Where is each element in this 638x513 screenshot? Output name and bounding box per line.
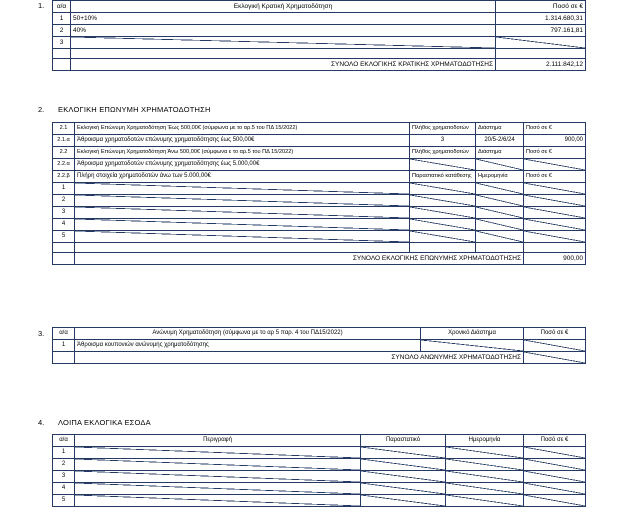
header-aa: α/α (53, 435, 75, 447)
table-row (53, 471, 586, 483)
row-number: 5 (53, 231, 75, 243)
row-date (446, 459, 524, 471)
row-col4: Διάστημα (476, 147, 524, 159)
row-col3: Παραστατικό κατάθεσης (410, 171, 476, 183)
row-description (75, 447, 361, 459)
table-spacer-row (53, 243, 586, 253)
spacer-cell (75, 243, 410, 253)
row-description (75, 495, 361, 507)
row-code: 2.1 (53, 123, 75, 135)
spacer-cell (410, 243, 476, 253)
section-4-table (52, 434, 586, 507)
row-col3 (410, 183, 476, 195)
row-col4 (476, 159, 524, 171)
row-col3 (410, 195, 476, 207)
header-amount: Ποσό σε € (524, 435, 586, 447)
total-row (53, 253, 586, 265)
row-number: 4 (53, 483, 75, 495)
table-row (53, 183, 586, 195)
row-col3: Πλήθος χρηματοδοτών (410, 123, 476, 135)
total-label: ΣΥΝΟΛΟ ΑΝΩΝΥΜΗΣ ΧΡΗΜΑΤΟΔΟΤΗΣΗΣ (75, 352, 524, 364)
row-col3 (410, 159, 476, 171)
section-1-number: 1. (38, 1, 45, 10)
row-description: Άθροισμα χρηματοδοτών επώνυμης χρηματοδότησης έως 5.000,00€ (75, 159, 410, 171)
row-code: 2.2 (53, 147, 75, 159)
section-3-table (52, 327, 586, 364)
row-amount (524, 483, 586, 495)
section-2-title: ΕΚΛΟΓΙΚΗ ΕΠΩΝΥΜΗ ΧΡΗΜΑΤΟΔΟΤΗΣΗ (58, 105, 211, 114)
table-spacer-row (53, 49, 586, 59)
row-description: Άθροισμα χρηματοδοτών επώνυμης χρηματοδότησης έως 500,00€ (75, 135, 410, 147)
row-number: 3 (53, 471, 75, 483)
other-income-table (52, 434, 586, 507)
row-date (446, 471, 524, 483)
row-col4: Ημερομηνία (476, 171, 524, 183)
table-row (53, 13, 586, 25)
row-description (75, 231, 410, 243)
spacer-cell (496, 49, 586, 59)
row-col5 (524, 219, 586, 231)
table-row (53, 25, 586, 37)
section-4-title: ΛΟΙΠΑ ΕΚΛΟΓΙΚΑ ΕΣΟΔΑ (58, 418, 151, 427)
row-col4: 20/5-2/6/24 (476, 135, 524, 147)
table-row (53, 483, 586, 495)
table-row (53, 195, 586, 207)
row-col5 (524, 231, 586, 243)
row-description: 50+10% (71, 13, 496, 25)
spacer-cell (476, 243, 524, 253)
total-label: ΣΥΝΟΛΟ ΕΚΛΟΓΙΚΗΣ ΚΡΑΤΙΚΗΣ ΧΡΗΜΑΤΟΔΟΤΗΣΗΣ (71, 59, 496, 71)
row-description (75, 183, 410, 195)
row-document (361, 483, 446, 495)
row-col5 (524, 207, 586, 219)
total-row (53, 352, 586, 364)
row-description (75, 219, 410, 231)
table-row (53, 495, 586, 507)
row-amount (524, 471, 586, 483)
table-row (53, 231, 586, 243)
header-description: Ανώνυμη Χρηματοδότηση (σύμφωνα με το αρ 5 παρ. 4 του ΠΔ15/2022) (75, 328, 421, 340)
row-document (361, 447, 446, 459)
table-row (53, 447, 586, 459)
total-label: ΣΥΝΟΛΟ ΕΚΛΟΓΙΚΗΣ ΕΠΩΝΥΜΗΣ ΧΡΗΜΑΤΟΔΟΤΗΣΗΣ (75, 253, 524, 265)
row-number: 2 (53, 459, 75, 471)
row-col3: Πλήθος χρηματοδοτών (410, 147, 476, 159)
table-row (53, 147, 586, 159)
row-aa: 3 (53, 37, 71, 49)
row-col4 (476, 183, 524, 195)
table-row (53, 340, 586, 352)
table-row (53, 207, 586, 219)
header-amount: Ποσό σε € (496, 1, 586, 13)
spacer-cell (524, 243, 586, 253)
row-number: 3 (53, 207, 75, 219)
row-number: 5 (53, 495, 75, 507)
row-description (75, 471, 361, 483)
row-code: 2.1.α (53, 135, 75, 147)
anonymous-funding-table (52, 327, 586, 364)
total-empty-cell (53, 253, 75, 265)
table-row (53, 219, 586, 231)
state-funding-table (52, 0, 586, 71)
row-number: 1 (53, 183, 75, 195)
header-period: Χρονικό Διάστημα (421, 328, 524, 340)
row-amount: 1.314.680,31 (496, 13, 586, 25)
row-document (361, 495, 446, 507)
row-col5: Ποσό σε € (524, 123, 586, 135)
row-col3 (410, 231, 476, 243)
row-col4 (476, 207, 524, 219)
row-amount (496, 37, 586, 49)
section-2-number: 2. (38, 105, 45, 114)
row-description (75, 207, 410, 219)
row-col3: 3 (410, 135, 476, 147)
table-row (53, 159, 586, 171)
row-col4 (476, 195, 524, 207)
total-value: 2.111.842,12 (496, 59, 586, 71)
row-number: 1 (53, 447, 75, 459)
row-col5 (524, 195, 586, 207)
spacer-cell (53, 49, 71, 59)
row-aa: 1 (53, 13, 71, 25)
row-code: 2.2.β (53, 171, 75, 183)
row-date (446, 483, 524, 495)
row-number: 2 (53, 195, 75, 207)
row-col5: Ποσό σε € (524, 171, 586, 183)
spacer-cell (53, 243, 75, 253)
row-description: 40% (71, 25, 496, 37)
table-header-row (53, 435, 586, 447)
section-4-number: 4. (38, 418, 45, 427)
total-value (524, 352, 586, 364)
table-row (53, 135, 586, 147)
table-row (53, 37, 586, 49)
total-value: 900,00 (524, 253, 586, 265)
spacer-cell (71, 49, 496, 59)
header-aa: α/α (53, 328, 75, 340)
total-empty-cell (53, 59, 71, 71)
row-description: Πλήρη στοιχεία χρηματοδοτών άνω των 5.000,00€ (75, 171, 410, 183)
row-col4 (476, 231, 524, 243)
row-aa: 2 (53, 25, 71, 37)
row-code: 2.2.α (53, 159, 75, 171)
row-col3 (410, 207, 476, 219)
row-col3 (410, 219, 476, 231)
row-col4: Διάστημα (476, 123, 524, 135)
row-col5 (524, 183, 586, 195)
row-col5: 900,00 (524, 135, 586, 147)
row-date (446, 495, 524, 507)
named-funding-table (52, 122, 586, 265)
section-1-table (52, 0, 586, 71)
row-document (361, 471, 446, 483)
row-col5 (524, 159, 586, 171)
table-header-row (53, 1, 586, 13)
header-description: Περιγραφή (75, 435, 361, 447)
row-amount (524, 340, 586, 352)
row-period (421, 340, 524, 352)
total-row (53, 59, 586, 71)
header-amount: Ποσό σε € (524, 328, 586, 340)
row-amount: 797.161,81 (496, 25, 586, 37)
row-description (75, 195, 410, 207)
section-3-number: 3. (38, 329, 45, 338)
header-description: Εκλογική Κρατική Χρηματοδότηση (71, 1, 496, 13)
row-amount (524, 459, 586, 471)
row-description (75, 459, 361, 471)
row-col5: Ποσό σε € (524, 147, 586, 159)
row-aa: 1 (53, 340, 75, 352)
table-row (53, 171, 586, 183)
row-description (75, 483, 361, 495)
section-2-table (52, 122, 586, 265)
row-amount (524, 495, 586, 507)
table-header-row (53, 328, 586, 340)
row-date (446, 447, 524, 459)
table-row (53, 123, 586, 135)
header-document: Παραστατικό (361, 435, 446, 447)
total-empty-cell (53, 352, 75, 364)
header-aa: α/α (53, 1, 71, 13)
row-description: Εκλογική Επώνυμη Χρηματοδότηση Έως 500,00€ (σύμφωνα με το αρ.5 του ΠΔ 15/2022) (75, 123, 410, 135)
row-document (361, 459, 446, 471)
row-description: Εκλογική Επώνυμη Χρηματοδότηση Άνω 500,00€ (σύμφωνα ε το αρ.5 του ΠΔ 15/2022) (75, 147, 410, 159)
header-date: Ημερομηνία (446, 435, 524, 447)
row-description: Άθροισμα κουπονιών ανώνυμης χρηματοδότησης (75, 340, 421, 352)
table-row (53, 459, 586, 471)
row-col4 (476, 219, 524, 231)
row-number: 4 (53, 219, 75, 231)
row-description (71, 37, 496, 49)
row-amount (524, 447, 586, 459)
